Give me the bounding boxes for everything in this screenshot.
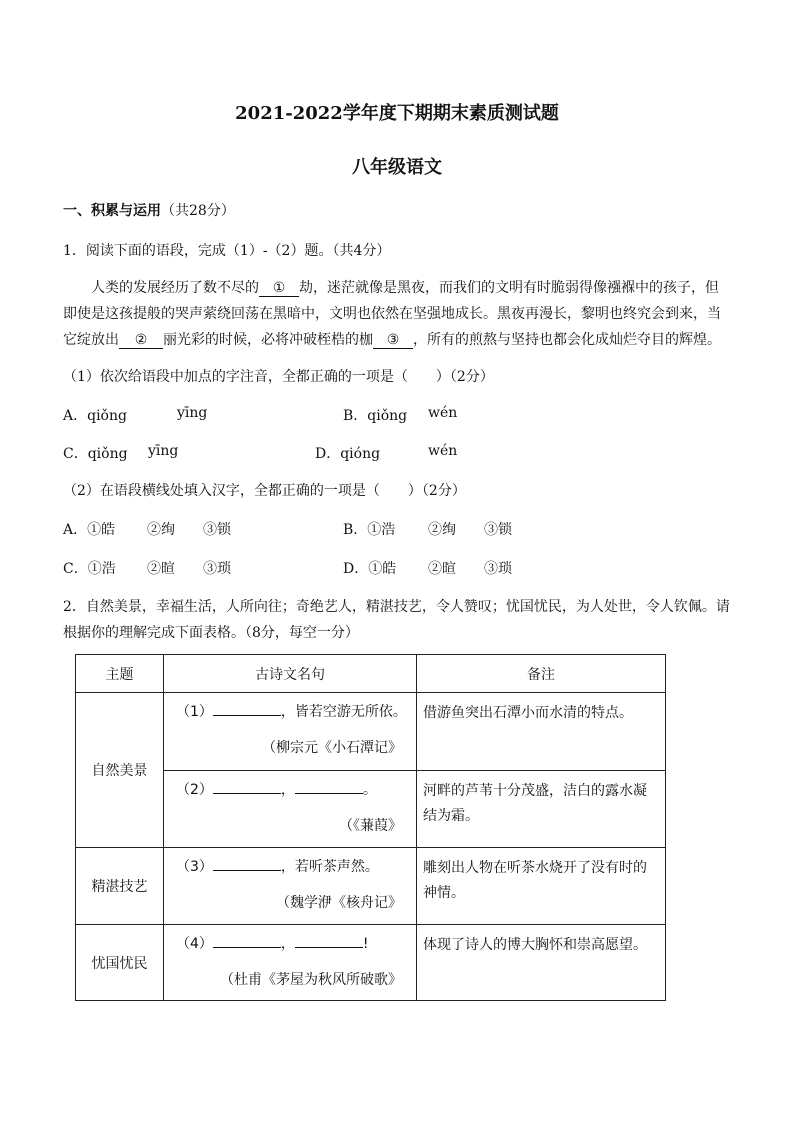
quote-text: ，皆若空游无所依。 (280, 704, 407, 720)
exam-subtitle: 八年级语文 (352, 157, 442, 178)
table-header-row (76, 655, 666, 693)
sub2-option-a-c: ③锁 (203, 522, 231, 538)
quote-text: ，若听茶声然。 (280, 859, 379, 875)
quote-line (176, 933, 369, 953)
quote-number: （4） (176, 936, 213, 952)
sub1-option-c-b: yīng (148, 443, 179, 459)
sub2-option-a-b: ②绚 (147, 522, 175, 538)
theme-cell: 忧国忧民 (76, 925, 164, 1001)
q2-stem-line-1: 2．自然美景，幸福生活，人所向往；奇绝艺人，精湛技艺，令人赞叹；忧国忧民，为人处世，令人钦佩。请 (63, 599, 730, 615)
passage-text: 劫，迷茫就像是黑夜，而我们的文明有时脆弱得像襁褓中的孩子，但 (299, 280, 719, 296)
quote-number: （2） (176, 782, 213, 798)
header-theme: 主题 (76, 655, 164, 693)
table-row (76, 693, 666, 771)
sub2-option-b-c: ③锁 (484, 522, 512, 538)
blank-3: ③ (373, 332, 413, 349)
answer-blank[interactable] (213, 856, 281, 871)
quote-punct: ， (280, 782, 295, 798)
sub1-option-a[interactable]: A．qiǒng (63, 408, 127, 424)
blank-1: ① (259, 280, 299, 297)
table-row (76, 848, 666, 925)
table-row (76, 771, 666, 848)
answer-blank[interactable] (213, 701, 281, 716)
sub1-option-b[interactable]: B．qiǒng (343, 408, 408, 424)
sub1-option-a-b: yīng (177, 405, 208, 421)
q2-stem-line-2: 根据你的理解完成下面表格。（8分，每空一分） (63, 625, 359, 641)
section-heading (63, 200, 235, 220)
header-note: 备注 (417, 655, 666, 693)
sub2-option-d[interactable]: D．①皓 (343, 561, 397, 577)
sub2-option-a[interactable]: A．①皓 (63, 522, 116, 538)
quote-punct: ， (280, 936, 295, 952)
sub1-option-d-b: wén (428, 443, 458, 459)
theme-cell: 精湛技艺 (76, 848, 164, 925)
note-cell (417, 771, 666, 848)
sub2-option-b[interactable]: B．①浩 (343, 522, 396, 538)
quote-cell (164, 693, 417, 771)
quote-number: （3） (176, 859, 213, 875)
sub2-stem: （2）在语段横线处填入汉字，全都正确的一项是（ ）（2分） (63, 483, 466, 499)
blank-2: ② (119, 332, 163, 349)
passage-text: 丽光彩的时候，必将冲破桎梏的枷 (163, 332, 373, 348)
exam-title: 2021-2022学年度下期期末素质测试题 (235, 103, 559, 124)
quote-line (176, 779, 377, 799)
table-row (76, 925, 666, 1001)
section-score: （共28分） (161, 203, 235, 219)
note-text: 借游鱼突出石潭小而水清的特点。 (423, 705, 633, 721)
sub2-option-c-b: ②暄 (147, 561, 175, 577)
sub1-option-c[interactable]: C．qiǒng (63, 446, 128, 462)
sub1-option-d[interactable]: D．qióng (315, 446, 381, 462)
quote-punct: ! (362, 936, 369, 952)
answer-blank[interactable] (295, 779, 363, 794)
sub2-option-c-c: ③琐 (203, 561, 231, 577)
note-cell (417, 693, 666, 771)
note-text: 河畔的芦苇十分茂盛，洁白的露水凝结为霜。 (423, 783, 647, 824)
quote-source: （魏学洢《核舟记》 (276, 895, 402, 911)
sub2-option-d-b: ②暄 (428, 561, 456, 577)
answer-blank[interactable] (213, 779, 281, 794)
passage-line-3 (63, 329, 721, 349)
header-quote: 古诗文名句 (164, 655, 417, 693)
quote-cell (164, 925, 417, 1001)
section-title: 一、积累与运用 (63, 203, 161, 219)
passage-line-1 (91, 277, 719, 297)
passage-text: ，所有的煎熬与坚持也都会化成灿烂夺目的辉煌。 (413, 332, 721, 348)
note-text: 体现了诗人的博大胸怀和崇高愿望。 (423, 937, 647, 953)
passage-text: 它绽放出 (63, 332, 119, 348)
answer-blank[interactable] (295, 933, 363, 948)
quote-cell (164, 848, 417, 925)
quote-source: （杜甫《茅屋为秋风所破歌》 (220, 972, 402, 988)
poetry-table (75, 654, 666, 1001)
quote-cell (164, 771, 417, 848)
q1-stem: 1．阅读下面的语段，完成（1）-（2）题。（共4分） (63, 243, 391, 259)
sub1-option-b-b: wén (428, 405, 458, 421)
passage-text: 人类的发展经历了数不尽的 (91, 280, 259, 296)
quote-number: （1） (176, 704, 213, 720)
sub1-stem: （1）依次给语段中加点的字注音，全都正确的一项是（ ）（2分） (63, 369, 494, 385)
note-cell (417, 848, 666, 925)
quote-line (176, 856, 379, 876)
note-cell (417, 925, 666, 1001)
quote-source: （《蒹葭》 (339, 818, 402, 834)
sub2-option-c[interactable]: C．①浩 (63, 561, 116, 577)
note-text: 雕刻出人物在听茶水烧开了没有时的神情。 (423, 860, 647, 901)
quote-source: （柳宗元《小石潭记》 (262, 740, 402, 756)
theme-cell: 自然美景 (76, 693, 164, 848)
quote-line (176, 701, 407, 721)
passage-line-2: 即使是这孩提般的哭声萦绕回荡在黑暗中，文明也依然在坚强地成长。黑夜再漫长，黎明也终究会到来，当 (63, 306, 721, 322)
answer-blank[interactable] (213, 933, 281, 948)
quote-punct: 。 (362, 782, 377, 798)
sub2-option-b-b: ②绚 (428, 522, 456, 538)
sub2-option-d-c: ③琐 (484, 561, 512, 577)
